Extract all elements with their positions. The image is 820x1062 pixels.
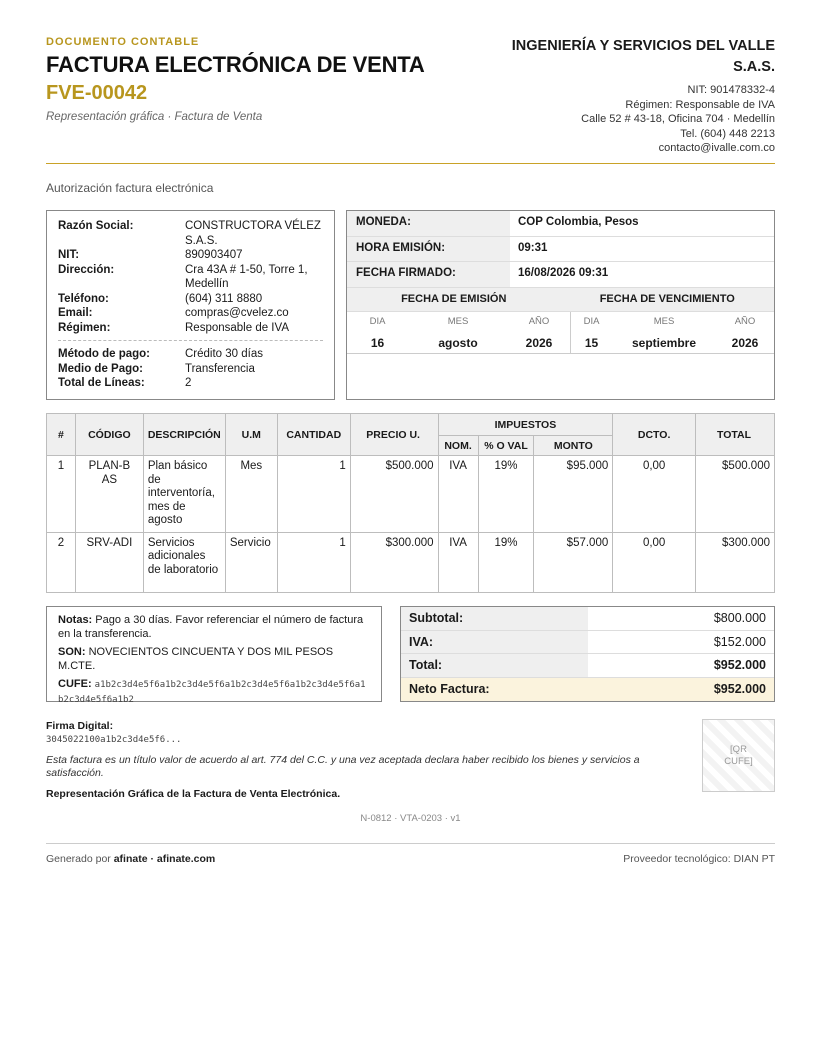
row-description: Servicios adicionales de laboratorio: [143, 532, 225, 592]
issue-time-label: HORA EMISIÓN:: [347, 237, 510, 262]
row-unit-price: $500.000: [350, 456, 438, 533]
notes-line: [58, 613, 370, 641]
client-email-value: compras@cvelez.co: [185, 307, 289, 319]
payment-means-label: Medio de Pago:: [58, 362, 143, 375]
razon-social-value: CONSTRUCTORA VÉLEZ S.A.S.: [185, 220, 321, 247]
cufe-label: CUFE:: [58, 678, 92, 690]
row-code: [75, 456, 143, 533]
net-row: [401, 678, 774, 702]
representation-note: Representación Gráfica de la Factura de Venta Electrónica.: [46, 788, 341, 800]
notes-label: Notas:: [58, 614, 93, 626]
document-subtitle: Representación gráfica · Factura de Venta: [46, 111, 263, 123]
due-date-header: FECHA DE VENCIMIENTO: [599, 292, 735, 305]
generated-prefix: Generado por: [46, 853, 111, 865]
row-quantity: 1: [277, 456, 350, 533]
row-tax-rate: 19%: [478, 456, 534, 533]
client-address-label: Dirección:: [58, 263, 115, 276]
row-num: 2: [47, 532, 76, 592]
signed-date-value: 16/08/2026 09:31: [518, 267, 609, 279]
document-reference: N-0812 · VTA-0203 · v1: [360, 813, 461, 824]
total-value: $952.000: [713, 658, 766, 672]
row-code: SRV-ADI: [75, 532, 143, 592]
date-values: [347, 332, 774, 354]
issuer-name-line2: S.A.S.: [733, 59, 775, 75]
issue-date-header: FECHA DE EMISIÓN: [401, 292, 507, 305]
col-unit-price: PRECIO U.: [350, 414, 438, 456]
currency-value: COP Colombia, Pesos: [518, 216, 639, 228]
iva-label: IVA:: [401, 631, 588, 654]
col-taxes-group: IMPUESTOS: [438, 414, 613, 436]
total-lines-value: 2: [185, 377, 192, 389]
payment-means-value: Transferencia: [185, 362, 255, 375]
issuer-name-line1: INGENIERÍA Y SERVICIOS DEL VALLE: [511, 38, 775, 54]
row-tax-name: IVA: [438, 456, 478, 533]
table-row: [47, 532, 775, 592]
digital-signature-hash: 3045022100a1b2c3d4e5f6...: [46, 735, 182, 745]
due-day-label: DIA: [570, 312, 612, 332]
due-month: septiembre: [631, 335, 697, 350]
issuer-phone: Tel. (604) 448 2213: [680, 127, 775, 140]
amount-in-words: [58, 645, 370, 673]
client-regimen-value: Responsable de IVA: [185, 321, 289, 334]
col-quantity: CANTIDAD: [277, 414, 350, 456]
signed-date-label: FECHA FIRMADO:: [347, 262, 510, 287]
row-num: 1: [47, 456, 76, 533]
row-discount: 0,00: [613, 456, 696, 533]
payment-method-label: Método de pago:: [58, 348, 150, 360]
invoice-number: FVE-00042: [46, 82, 148, 104]
col-total: TOTAL: [696, 414, 775, 456]
row-unit: Mes: [225, 456, 277, 533]
line-items-table: [46, 413, 775, 593]
total-label: Total:: [401, 654, 588, 677]
issue-time-value: 09:31: [518, 241, 548, 254]
client-address-value: Cra 43A # 1-50, Torre 1, Medellín: [185, 263, 308, 290]
tech-provider: Proveedor tecnológico: DIAN PT: [623, 853, 775, 865]
issuer-info: [475, 36, 775, 156]
footer-divider: [46, 843, 775, 844]
col-unit: U.M: [225, 414, 277, 456]
legal-notice: Esta factura es un título valor de acuerdo al art. 774 del C.C. y una vez aceptada declara haber recibido los bienes y servicios a satisfacción.: [46, 754, 640, 779]
totals-box: [400, 606, 775, 702]
net-value: $952.000: [713, 681, 766, 696]
issuer-email: contacto@ivalle.com.co: [658, 142, 775, 154]
row-discount: 0,00: [613, 532, 696, 592]
invoice-header: [46, 36, 775, 164]
document-eyebrow: DOCUMENTO CONTABLE: [46, 36, 200, 48]
row-description: Plan básico de interventoría, mes de agosto: [143, 456, 225, 533]
client-phone-value: (604) 311 8880: [185, 292, 263, 305]
currency-label: MONEDA:: [347, 211, 510, 236]
issuer-name: [475, 36, 775, 78]
afinate-logo: afinate: [113, 853, 148, 865]
col-description: DESCRIPCIÓN: [143, 414, 225, 456]
generated-suffix: · afinate.com: [150, 853, 216, 865]
client-nit-value: 890903407: [185, 249, 243, 261]
issuer-address: Calle 52 # 43-18, Oficina 704 · Medellín: [581, 113, 775, 125]
row-unit-price: $300.000: [350, 532, 438, 592]
row-tax-amount: $95.000: [534, 456, 613, 533]
client-phone-label: Teléfono:: [58, 292, 109, 305]
issue-month-label: MES: [447, 315, 469, 327]
digital-signature-label: Firma Digital:: [46, 720, 114, 732]
row-tax-name: IVA: [438, 532, 478, 592]
subtotal-label: Subtotal:: [401, 607, 588, 630]
col-tax-name: NOM.: [438, 436, 478, 456]
col-num: #: [47, 414, 76, 456]
payment-method-value: Crédito 30 días: [185, 348, 263, 360]
client-email-label: Email:: [58, 307, 93, 319]
issue-month: agosto: [438, 335, 478, 350]
qr-code-placeholder: [702, 719, 775, 792]
cufe-value: a1b2c3d4e5f6a1b2c3d4e5f6a1b2c3d4e5f6a1b2c3d4e5f6a1b2c3d4e5f6a1b2: [58, 680, 366, 705]
iva-row: [401, 631, 774, 655]
client-divider: [58, 340, 323, 341]
total-lines-label: Total de Líneas:: [58, 377, 145, 389]
row-total: $500.000: [696, 456, 775, 533]
document-title: FACTURA ELECTRÓNICA DE VENTA: [46, 52, 425, 77]
date-subheaders: [347, 312, 774, 332]
subtotal-value: $800.000: [713, 611, 766, 625]
issue-year: 2026: [525, 335, 553, 350]
generated-by: [46, 853, 215, 865]
row-quantity: 1: [277, 532, 350, 592]
notes-text: Pago a 30 días. Favor referenciar el número de factura en la transferencia.: [58, 614, 364, 640]
row-total: $300.000: [696, 532, 775, 592]
notes-box: [46, 606, 382, 705]
authorization-label: Autorización factura electrónica: [46, 181, 214, 195]
col-tax-rate: % O VAL: [478, 436, 534, 456]
issue-year-label: AÑO: [528, 315, 550, 327]
total-row: [401, 654, 774, 678]
cufe-line: [58, 677, 370, 707]
client-nit-label: NIT:: [58, 249, 80, 261]
date-headers: [347, 288, 774, 312]
issuer-nit: NIT: 901478332-4: [687, 84, 775, 96]
invoice-meta-box: [346, 210, 775, 400]
document-heading: [46, 36, 425, 123]
due-month-label: MES: [653, 315, 675, 327]
issue-day-label: DIA: [369, 315, 386, 327]
issuer-regimen: Régimen: Responsable de IVA: [625, 98, 775, 111]
amount-words-text: NOVECIENTOS CINCUENTA Y DOS MIL PESOS M.CTE.: [58, 646, 334, 672]
iva-value: $152.000: [713, 634, 766, 649]
client-info-box: [46, 210, 335, 400]
col-code: CÓDIGO: [75, 414, 143, 456]
net-label: Neto Factura:: [401, 678, 588, 702]
table-row: [47, 456, 775, 533]
row-code-value: PLAN-BAS: [88, 460, 131, 486]
due-day: 15: [570, 332, 612, 353]
razon-social-label: Razón Social:: [58, 220, 134, 232]
client-regimen-label: Régimen:: [58, 321, 111, 334]
row-unit: Servicio: [225, 532, 277, 592]
row-tax-amount: $57.000: [534, 532, 613, 592]
due-year-label: AÑO: [734, 315, 756, 327]
amount-words-label: SON:: [58, 646, 86, 658]
col-discount: DCTO.: [613, 414, 696, 456]
qr-label: [QR CUFE]: [724, 743, 753, 767]
issue-day: 16: [370, 335, 385, 350]
col-tax-amount: MONTO: [534, 436, 613, 456]
row-tax-rate: 19%: [478, 532, 534, 592]
due-year: 2026: [731, 335, 759, 350]
subtotal-row: [401, 607, 774, 631]
